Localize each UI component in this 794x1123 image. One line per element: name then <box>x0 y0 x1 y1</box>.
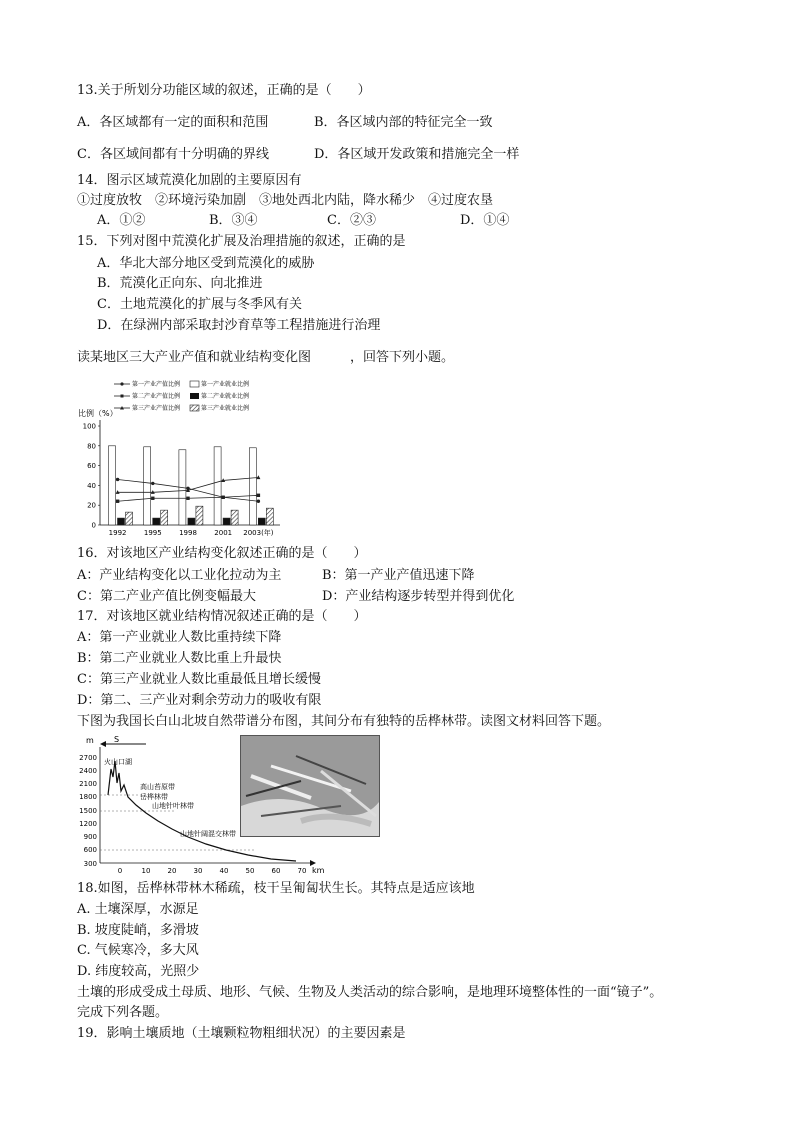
x-tick-40: 40 <box>219 867 229 875</box>
x-tick-20: 20 <box>167 867 177 875</box>
y-tick-2100: 2100 <box>79 780 97 788</box>
bar-2-4 <box>258 518 265 525</box>
y-tick-2400: 2400 <box>79 767 97 775</box>
point-s2-3 <box>222 496 225 499</box>
bar-3-2 <box>196 506 203 525</box>
q15-option-a: A．华北大部分地区受到荒漠化的威胁 <box>97 256 315 271</box>
point-s2-0 <box>116 500 119 503</box>
y-tick-1800: 1800 <box>79 793 97 801</box>
bar-1-0 <box>109 446 116 525</box>
point-s1-0 <box>116 478 119 481</box>
q13-option-b: B．各区域内部的特征完全一致 <box>314 115 493 130</box>
point-s1-4 <box>257 500 260 503</box>
legend-bar3: 第三产业就业比例 <box>201 405 250 412</box>
bar-3-3 <box>231 510 238 525</box>
label-mixed-forest: 山地针阔混交林带 <box>180 830 236 838</box>
industry-chart <box>76 378 282 543</box>
bar-3-0 <box>126 512 133 525</box>
legend-bar2: 第二产业就业比例 <box>201 393 250 400</box>
bar-2-2 <box>188 518 195 525</box>
x-tick-30: 30 <box>193 867 203 875</box>
bar-1-1 <box>144 447 151 525</box>
q15-option-d: D．在绿洲内部采取封沙育草等工程措施进行治理 <box>97 318 381 333</box>
intro-changbai: 下图为我国长白山北坡自然带谱分布图，其间分布有独特的岳桦林带。读图文材料回答下题。 <box>77 714 611 729</box>
x-tick-70: 70 <box>297 867 307 875</box>
intro-industry: 读某地区三大产业产值和就业结构变化图 ，回答下列小题。 <box>77 350 455 365</box>
x-tick-label: 1998 <box>179 529 197 537</box>
point-s2-2 <box>186 497 189 500</box>
point-s2-4 <box>257 494 260 497</box>
birch-forest-photo <box>240 735 380 837</box>
legend-bar1: 第一产业就业比例 <box>201 381 250 388</box>
y-tick-label: 60 <box>87 462 96 471</box>
y-tick-1500: 1500 <box>79 807 97 815</box>
q14-option-b: B．③④ <box>209 213 258 228</box>
q15-stem: 15．下列对图中荒漠化扩展及治理措施的叙述，正确的是 <box>77 234 406 249</box>
q15-option-c: C．土地荒漠化的扩展与冬季风有关 <box>97 297 302 312</box>
q15-option-b: B．荒漠化正向东、向北推进 <box>97 276 263 291</box>
q17-option-d: D：第二、三产业对剩余劳动力的吸收有限 <box>77 693 322 708</box>
q14-option-c: C．②③ <box>327 213 376 228</box>
q18-option-d: D. 纬度较高，光照少 <box>77 964 200 979</box>
x-tick-60: 60 <box>271 867 281 875</box>
label-alpine-tundra: 高山苔原带 <box>140 783 175 791</box>
q18-option-b: B. 坡度陡峭，多滑坡 <box>77 923 199 938</box>
intro-soil-line2: 完成下列各题。 <box>77 1005 169 1020</box>
chart-legend <box>114 380 249 412</box>
q17-option-c: C：第三产业就业人数比重最低且增长缓慢 <box>77 672 321 687</box>
legend-line3: 第三产业产值比例 <box>132 405 181 412</box>
bar-2-0 <box>118 518 125 525</box>
q16-option-c: C：第二产业产值比例变幅最大 <box>77 589 256 604</box>
x-tick-label: 1995 <box>143 529 162 537</box>
x-tick-10: 10 <box>141 867 151 875</box>
plot-area <box>83 420 280 537</box>
label-birch-belt: 岳桦林带 <box>140 793 168 801</box>
y-tick-2700: 2700 <box>79 754 97 762</box>
q18-option-c: C. 气候寒冷，多大风 <box>77 943 199 958</box>
legend-line2: 第二产业产值比例 <box>132 393 181 400</box>
x-tick-label: 2001 <box>214 529 233 537</box>
q14-option-d: D．①④ <box>460 213 510 228</box>
y-tick-900: 900 <box>83 833 97 841</box>
y-tick-label: 20 <box>87 501 96 510</box>
bar-3-4 <box>266 508 273 525</box>
bar-2-3 <box>223 518 230 525</box>
q16-option-d: D：产业结构逐步转型并得到优化 <box>322 589 515 604</box>
bar-1-4 <box>249 448 256 525</box>
x-tick-0: 0 <box>117 867 123 875</box>
q13-option-a: A．各区域都有一定的面积和范围 <box>77 115 269 130</box>
y-tick-1200: 1200 <box>79 820 97 828</box>
q14-option-a: A．①② <box>97 213 146 228</box>
q13-option-c: C．各区域间都有十分明确的界线 <box>77 147 269 162</box>
point-s3-4 <box>256 475 260 479</box>
q19-stem: 19．影响土壤质地（土壤颗粒物粗细状况）的主要因素是 <box>77 1026 406 1041</box>
bar-3-1 <box>161 510 168 525</box>
q17-option-a: A：第一产业就业人数比重持续下降 <box>77 630 282 645</box>
profile-unit-y: m <box>86 736 94 745</box>
q13-option-d: D．各区域开发政策和措施完全一样 <box>314 147 520 162</box>
label-conifer-belt: 山地针叶林带 <box>152 802 194 810</box>
point-s1-1 <box>151 482 154 485</box>
y-tick-label: 80 <box>87 442 96 451</box>
y-axis-label: 比例（%） <box>78 409 118 418</box>
q14-stem: 14．图示区域荒漠化加剧的主要原因有 <box>77 173 302 188</box>
q16-option-a: A：产业结构变化以工业化拉动为主 <box>77 568 282 583</box>
profile-unit-x: km <box>312 866 325 875</box>
y-tick-label: 40 <box>87 481 96 490</box>
legend-line1: 第一产业产值比例 <box>132 381 181 388</box>
q17-option-b: B：第二产业就业人数比重上升最快 <box>77 651 282 666</box>
y-tick-300: 300 <box>83 860 97 868</box>
profile-north-label: S <box>114 735 120 744</box>
y-tick-label: 0 <box>91 521 96 530</box>
q16-option-b: B：第一产业产值迅速下降 <box>322 568 475 583</box>
intro-soil-line1: 土壤的形成受成土母质、地形、气候、生物及人类活动的综合影响，是地理环境整体性的一面“镜子”。 <box>77 985 663 1000</box>
q13-stem: 13.关于所划分功能区域的叙述，正确的是（ ） <box>77 83 371 98</box>
q14-causes: ①过度放牧 ②环境污染加剧 ③地处西北内陆，降水稀少 ④过度农垦 <box>77 193 494 208</box>
q16-stem: 16．对该地区产业结构变化叙述正确的是（ ） <box>77 546 367 561</box>
label-crater-lake: 火山口湖 <box>104 758 132 766</box>
y-tick-600: 600 <box>83 846 97 854</box>
bar-2-1 <box>153 518 160 525</box>
x-tick-50: 50 <box>245 867 255 875</box>
point-s2-1 <box>151 497 154 500</box>
bar-1-3 <box>214 447 221 525</box>
x-tick-label: 2003(年) <box>243 529 274 537</box>
q18-option-a: A. 土壤深厚，水源足 <box>77 902 199 917</box>
q17-stem: 17．对该地区就业结构情况叙述正确的是（ ） <box>77 609 367 624</box>
y-tick-label: 100 <box>82 422 96 431</box>
x-tick-label: 1992 <box>108 529 127 537</box>
q18-stem: 18.如图，岳桦林带林木稀疏，枝干呈匍匐状生长。其特点是适应该地 <box>77 881 475 896</box>
